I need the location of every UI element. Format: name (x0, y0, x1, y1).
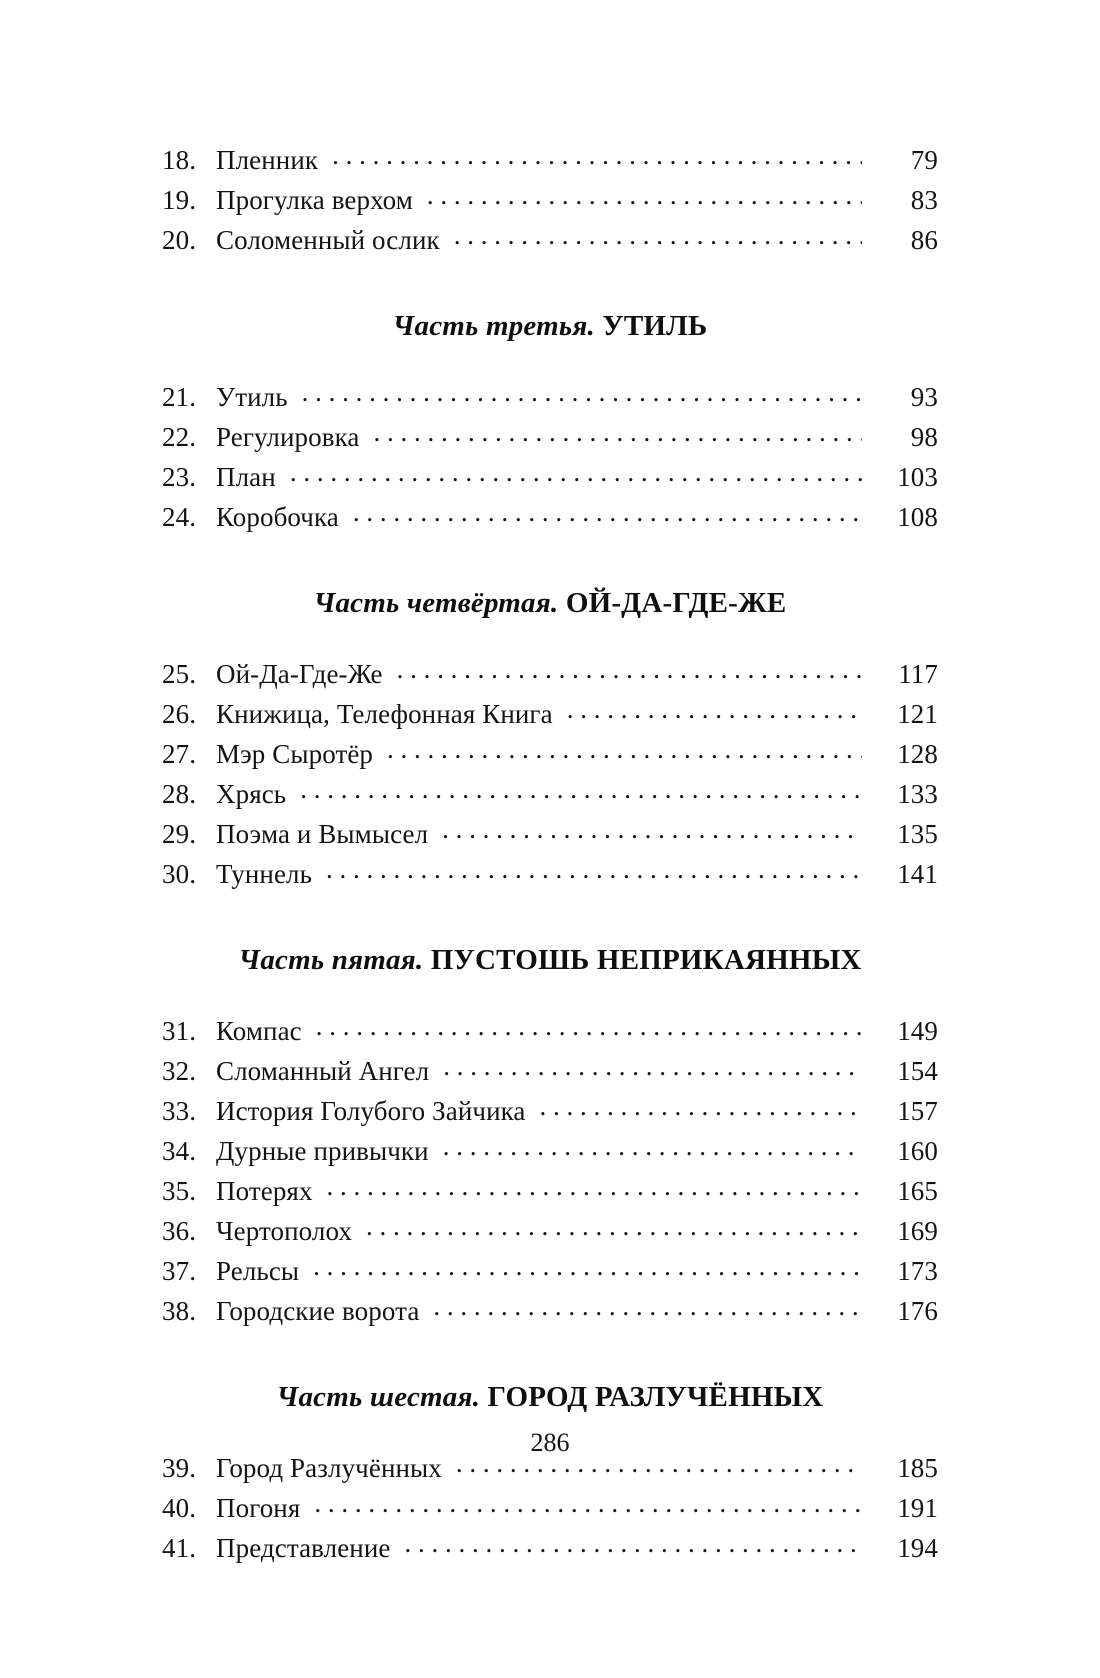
toc-entry-page-number: 86 (910, 225, 938, 255)
toc-leader-dots (326, 856, 862, 883)
toc-entry-page-number: 165 (897, 1176, 938, 1206)
toc-entry[interactable] (162, 1131, 938, 1171)
part-heading-name: ГОРОД РАЗЛУЧЁННЫХ (487, 1381, 824, 1413)
toc-entry-title: Прогулка верхом (216, 185, 413, 215)
toc-entry-number: 29. (162, 819, 197, 849)
toc-entry[interactable] (162, 180, 938, 220)
toc-group (162, 587, 938, 894)
part-heading (162, 1381, 938, 1414)
toc-entry-page-number: 173 (897, 1256, 938, 1286)
toc-entry-number: 24. (162, 502, 197, 532)
toc-entry-title: Пленник (216, 145, 319, 175)
toc-entry-title: История Голубого Зайчика (216, 1096, 526, 1126)
toc-leader-dots (290, 459, 862, 486)
toc-entry-page-number: 83 (910, 185, 938, 215)
toc-entry-number: 36. (162, 1216, 197, 1246)
toc-entry-page-number: 93 (910, 382, 938, 412)
part-heading-label: Часть шестая. (276, 1381, 481, 1413)
toc-entry[interactable] (162, 734, 938, 774)
toc-entry-title: Утиль (216, 382, 288, 412)
toc-entry-title: Ой-Да-Где-Же (216, 659, 383, 689)
toc-entry-title: Сломанный Ангел (216, 1056, 430, 1086)
toc-entry-page-number: 176 (897, 1296, 938, 1326)
toc-entry[interactable] (162, 457, 938, 497)
toc-group (162, 1381, 938, 1568)
toc-entry[interactable] (162, 377, 938, 417)
toc-leader-dots (454, 222, 862, 249)
part-heading-label: Часть четвёртая. (313, 587, 559, 619)
part-heading-label: Часть третья. (392, 310, 595, 342)
toc-entry[interactable] (162, 1291, 938, 1331)
toc-entry-number: 30. (162, 859, 197, 889)
toc-entry-title: Поэма и Вымысел (216, 819, 429, 849)
toc-leader-dots (314, 1490, 862, 1517)
toc-content (162, 140, 938, 1568)
toc-entry-number: 25. (162, 659, 197, 689)
toc-leader-dots (397, 656, 862, 683)
part-heading (162, 944, 938, 977)
toc-leader-dots (387, 736, 862, 763)
toc-entry-title: Рельсы (216, 1256, 300, 1286)
toc-entry-number: 20. (162, 225, 197, 255)
toc-entry-title: Городские ворота (216, 1296, 420, 1326)
toc-entry[interactable] (162, 417, 938, 457)
toc-entry-page-number: 169 (897, 1216, 938, 1246)
toc-group (162, 944, 938, 1331)
toc-entry-page-number: 103 (897, 462, 938, 492)
toc-leader-dots (313, 1253, 862, 1280)
toc-entry-page-number: 133 (897, 779, 938, 809)
toc-entry-page-number: 117 (898, 659, 938, 689)
part-heading (162, 587, 938, 620)
toc-entry-title: Соломенный ослик (216, 225, 440, 255)
toc-entry-page-number: 194 (897, 1533, 938, 1563)
toc-entry-title: Погоня (216, 1493, 301, 1523)
toc-entry-number: 26. (162, 699, 197, 729)
toc-entry[interactable] (162, 1091, 938, 1131)
toc-entry-title: Представление (216, 1533, 391, 1563)
toc-entry-number: 33. (162, 1096, 197, 1126)
toc-entry[interactable] (162, 1488, 938, 1528)
toc-leader-dots (443, 1053, 862, 1080)
toc-leader-dots (353, 499, 862, 526)
toc-entry[interactable] (162, 694, 938, 734)
toc-group (162, 310, 938, 537)
toc-entry-title: Мэр Сыротёр (216, 739, 374, 769)
toc-leader-dots (540, 1093, 862, 1120)
toc-entry-page-number: 79 (910, 145, 938, 175)
toc-leader-dots (300, 776, 862, 803)
toc-entry-page-number: 154 (897, 1056, 938, 1086)
toc-leader-dots (316, 1013, 862, 1040)
part-heading (162, 310, 938, 343)
toc-leader-dots (567, 696, 862, 723)
toc-leader-dots (442, 816, 862, 843)
toc-entry-page-number: 160 (897, 1136, 938, 1166)
toc-entry[interactable] (162, 1051, 938, 1091)
toc-entry-page-number: 141 (897, 859, 938, 889)
part-heading-name: ОЙ-ДА-ГДЕ-ЖЕ (565, 587, 787, 619)
toc-entry[interactable] (162, 854, 938, 894)
toc-entry-title: Коробочка (216, 502, 339, 532)
toc-entry-title: Книжица, Телефонная Книга (216, 699, 553, 729)
toc-leader-dots (427, 182, 862, 209)
toc-leader-dots (366, 1213, 862, 1240)
toc-leader-dots (405, 1530, 863, 1557)
toc-entry-number: 35. (162, 1176, 197, 1206)
toc-entry[interactable] (162, 140, 938, 180)
toc-entry[interactable] (162, 1211, 938, 1251)
toc-entry-title: Хрясь (216, 779, 287, 809)
toc-leader-dots (332, 142, 862, 169)
toc-entry-number: 37. (162, 1256, 197, 1286)
part-heading-name: УТИЛЬ (602, 310, 708, 342)
toc-entry-page-number: 98 (910, 422, 938, 452)
toc-entry-page-number: 108 (897, 502, 938, 532)
toc-leader-dots (433, 1293, 862, 1320)
toc-entry-title: Город Разлучённых (216, 1453, 442, 1483)
toc-entry-title: Регулировка (216, 422, 360, 452)
toc-entry-number: 41. (162, 1533, 197, 1563)
toc-entry[interactable] (162, 1171, 938, 1211)
toc-entry-page-number: 191 (897, 1493, 938, 1523)
toc-entry[interactable] (162, 220, 938, 260)
toc-entry-number: 22. (162, 422, 197, 452)
toc-entry[interactable] (162, 1528, 938, 1568)
toc-entry[interactable] (162, 814, 938, 854)
page-folio-number: 286 (530, 1428, 570, 1457)
toc-entry-number: 39. (162, 1453, 197, 1483)
toc-entry-title: Чертополох (216, 1216, 353, 1246)
toc-entry-number: 21. (162, 382, 197, 412)
toc-entry-page-number: 149 (897, 1016, 938, 1046)
toc-entry-title: Компас (216, 1016, 302, 1046)
toc-entry-title: План (216, 462, 276, 492)
toc-entry-page-number: 135 (897, 819, 938, 849)
toc-entry-page-number: 157 (897, 1096, 938, 1126)
toc-entry-page-number: 128 (897, 739, 938, 769)
toc-entry-title: Туннель (216, 859, 313, 889)
toc-entry-number: 40. (162, 1493, 197, 1523)
toc-entry[interactable] (162, 654, 938, 694)
toc-entry[interactable] (162, 1251, 938, 1291)
toc-entry-number: 38. (162, 1296, 197, 1326)
toc-entry[interactable] (162, 1011, 938, 1051)
toc-entry-number: 19. (162, 185, 197, 215)
toc-group (162, 140, 938, 260)
toc-entry-number: 31. (162, 1016, 197, 1046)
part-heading-label: Часть пятая. (238, 944, 424, 976)
toc-leader-dots (443, 1133, 862, 1160)
toc-leader-dots (302, 379, 862, 406)
part-heading-name: ПУСТОШЬ НЕПРИКАЯННЫХ (430, 944, 862, 976)
toc-leader-dots (374, 419, 863, 446)
toc-entry-number: 28. (162, 779, 197, 809)
toc-entry-number: 27. (162, 739, 197, 769)
toc-entry-number: 23. (162, 462, 197, 492)
toc-entry-title: Дурные привычки (216, 1136, 429, 1166)
toc-entry[interactable] (162, 774, 938, 814)
toc-entry-number: 34. (162, 1136, 197, 1166)
toc-entry-page-number: 185 (897, 1453, 938, 1483)
toc-entry-number: 18. (162, 145, 197, 175)
toc-leader-dots (327, 1173, 862, 1200)
toc-entry-page-number: 121 (897, 699, 938, 729)
toc-entry-number: 32. (162, 1056, 197, 1086)
toc-entry[interactable] (162, 497, 938, 537)
toc-entry-title: Потерях (216, 1176, 313, 1206)
